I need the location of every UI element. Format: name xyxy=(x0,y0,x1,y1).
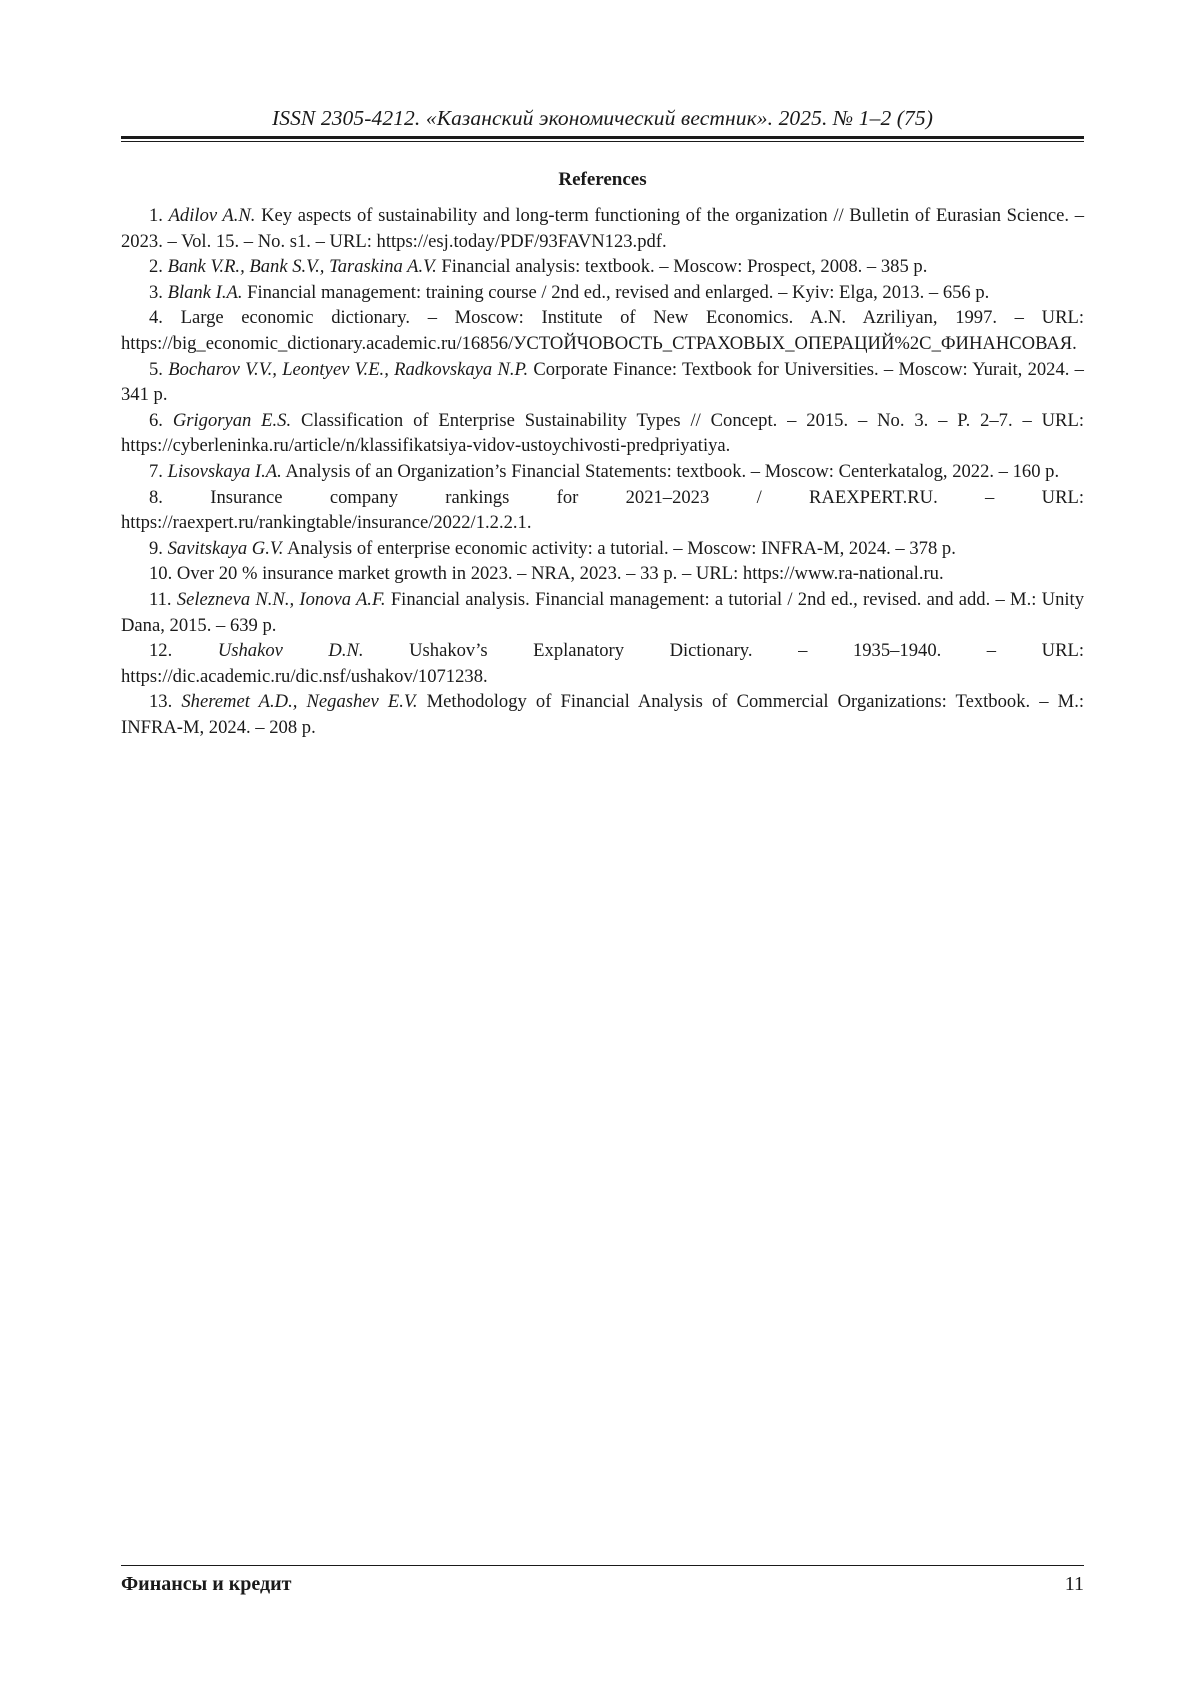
reference-authors: Ushakov D.N. xyxy=(217,640,364,662)
references-list xyxy=(121,203,1084,740)
reference-item xyxy=(121,254,1084,280)
reference-number: 10. xyxy=(149,563,173,585)
reference-number: 8. xyxy=(149,486,163,508)
reference-item xyxy=(121,408,1084,459)
reference-text: Methodology of Financial Analysis of Commercial Organizations: Textbook. – M.: INFRA-M, 2024. – 208 p. xyxy=(121,691,1085,738)
reference-authors: Sheremet A.D., Negashev E.V. xyxy=(181,691,418,713)
header-rule-thick xyxy=(121,136,1084,139)
reference-text: Key aspects of sustainability and long-term functioning of the organization // Bulletin of Eurasian Science. – 2023. – Vol. 15. – No. s1. – URL: https://esj.today/PDF/93FAVN123.pdf. xyxy=(121,205,1084,252)
reference-item xyxy=(121,485,1084,536)
reference-number: 9. xyxy=(149,537,163,559)
reference-item xyxy=(121,638,1084,689)
references-title: References xyxy=(558,169,647,190)
reference-text: Insurance company rankings for 2021–2023 / RAEXPERT.RU. – URL: https://raexpert.ru/rankingtable/insurance/2022/1.2.2.1. xyxy=(121,486,1084,534)
reference-authors: Adilov A.N. xyxy=(168,205,256,226)
reference-number: 3. xyxy=(149,281,163,303)
reference-item xyxy=(121,587,1084,638)
reference-item xyxy=(121,280,1084,306)
reference-text: Financial analysis. Financial management: a tutorial / 2nd ed., revised. and add. – M.: Unity Dana, 2015. – 639 p. xyxy=(121,588,1084,636)
reference-text: Classification of Enterprise Sustainability Types // Concept. – 2015. – No. 3. – P. 2–7. – URL: https://cyberleninka.ru/article/n/klassifikatsiya-vidov-ustoychivosti-predpriyatiya. xyxy=(121,409,1084,457)
reference-text: Financial analysis: textbook. – Moscow: Prospect, 2008. – 385 p. xyxy=(436,256,928,278)
reference-authors: Grigoryan E.S. xyxy=(172,409,292,431)
reference-text: Ushakov’s Explanatory Dictionary. – 1935–1940. – URL: https://dic.academic.ru/dic.nsf/ushakov/1071238. xyxy=(121,640,1085,687)
reference-item xyxy=(121,561,1084,587)
reference-item xyxy=(121,536,1084,562)
reference-number: 13. xyxy=(149,691,173,713)
reference-number: 12. xyxy=(149,640,173,662)
running-header: ISSN 2305-4212. «Казанский экономический вестник». 2025. № 1–2 (75) xyxy=(271,106,934,130)
reference-text: Analysis of enterprise economic activity: a tutorial. – Moscow: INFRA-M, 2024. – 378 p. xyxy=(283,537,956,559)
reference-text: Analysis of an Organization’s Financial Statements: textbook. – Moscow: Centerkatalog, 2022. – 160 p. xyxy=(281,460,1060,482)
reference-item xyxy=(121,305,1084,356)
reference-text: Financial management: training course / 2nd ed., revised and enlarged. – Kyiv: Elga, 2013. – 656 p. xyxy=(242,281,990,303)
reference-item xyxy=(121,459,1084,485)
reference-number: 4. xyxy=(149,307,163,329)
reference-authors: Savitskaya G.V. xyxy=(167,537,284,559)
reference-text: Large economic dictionary. – Moscow: Institute of New Economics. A.N. Azriliyan, 1997. – URL: https://big_economic_dictionary.academic.ru/16856/УСТОЙЧОВОСТЬ_СТРАХОВЫХ_ОПЕРАЦИЙ%2С_ФИНАНСОВАЯ. xyxy=(121,307,1084,354)
reference-text: Over 20 % insurance market growth in 2023. – NRA, 2023. – 33 p. – URL: https://www.ra-national.ru. xyxy=(176,563,944,585)
reference-text: Corporate Finance: Textbook for Universities. – Moscow: Yurait, 2024. – 341 p. xyxy=(121,358,1084,406)
reference-authors: Selezneva N.N., Ionova A.F. xyxy=(176,588,386,610)
reference-number: 6. xyxy=(149,409,163,431)
footer-section-name: Финансы и кредит xyxy=(121,1573,292,1595)
reference-authors: Bank V.R., Bank S.V., Taraskina A.V. xyxy=(167,256,437,278)
reference-item xyxy=(121,203,1084,254)
reference-authors: Lisovskaya I.A. xyxy=(167,460,282,482)
reference-authors: Bocharov V.V., Leontyev V.E., Radkovskaya N.P. xyxy=(168,358,529,380)
reference-authors: Blank I.A. xyxy=(167,281,243,303)
footer-rule xyxy=(121,1565,1084,1566)
reference-number: 2. xyxy=(149,256,163,278)
reference-number: 11. xyxy=(149,588,172,610)
reference-number: 7. xyxy=(149,460,163,482)
reference-item xyxy=(121,689,1084,740)
reference-number: 5. xyxy=(149,358,163,380)
header-rule-thin xyxy=(121,141,1084,142)
reference-number: 1. xyxy=(149,205,163,226)
reference-item xyxy=(121,357,1084,408)
page-number: 11 xyxy=(1064,1573,1084,1595)
